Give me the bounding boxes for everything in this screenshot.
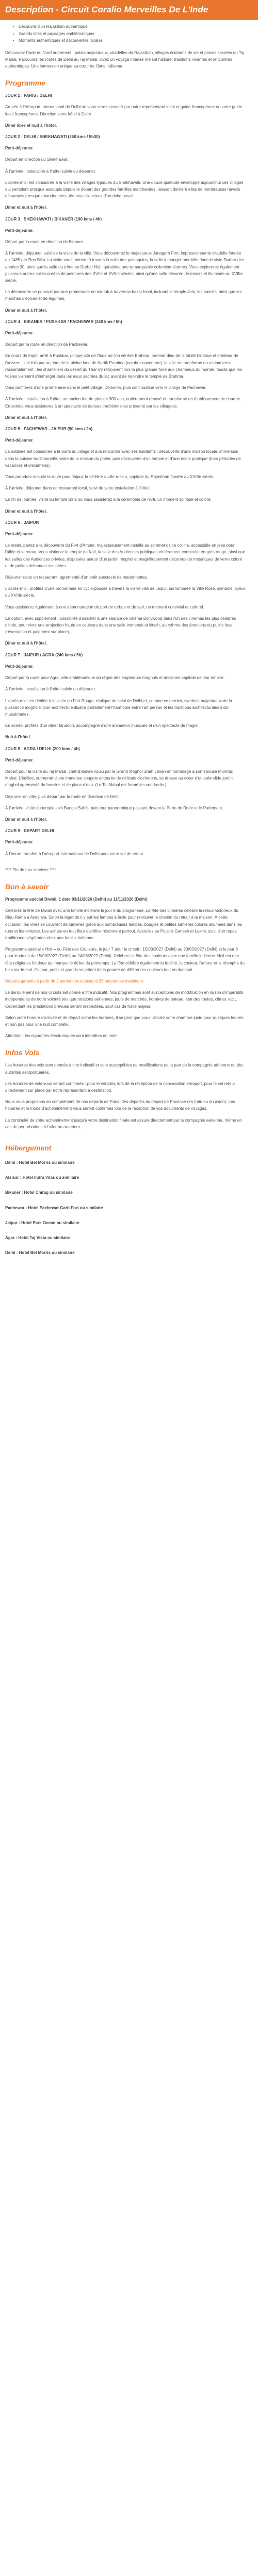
day-paragraph: Déjeuner dans un restaurant, agrémenté d'un petit spectacle de marionnettes. xyxy=(5,575,148,580)
day-paragraph: À l'heure transfert à l'aéroport International de Delhi pour votre vol de retour. xyxy=(5,851,144,856)
day-title: JOUR 7 : JAIPUR / AGRA (240 kms / 5h) xyxy=(5,652,83,657)
day-title: JOUR 4 : BIKANER / PUSHKAR / PACHEWAR (340 kms / 6h) xyxy=(5,319,122,324)
day-paragraph: L'après-midi est dédiée à la visite du Fort Rouge, réplique de celui de Delhi et, comme ce dernier, symbole majestueux de la puissance moghole. Son architecture illustre parfaitement l'harmonie entre l'art persan et les traditions architecturales indo-musulmanes. xyxy=(5,698,232,717)
room-usage-note: Selon votre horaire d'arrivée et de départ selon les horaires, il se peut que vous utilisiez votre chambre juste pour quelques heures et non pas pour une nuit complète. xyxy=(5,1015,244,1027)
flight-info-text: Nous vous proposons en complément de nos départs de Paris, des départ-s au départ de Province (en train ou en avion). Les horaires et le mode d'acheminement vous seront confirmés lors de la réception de vos documents de voyages. xyxy=(5,1099,235,1111)
highlight-item: • Moments authentiques et découvertes locales xyxy=(19,37,246,44)
day-paragraph: Dîner libre et nuit à l'hôtel. xyxy=(5,123,57,128)
page xyxy=(0,0,258,1256)
hotel-item: Alsisar : Hotel Indra Vilas ou similaire xyxy=(5,1175,79,1180)
day-paragraph: Petit-déjeuner. xyxy=(5,330,34,335)
highlight-item: • Grands sites et paysages emblématiques xyxy=(19,30,246,38)
day-paragraph: À l'arrivée, visite du temple sikh Bangla Sahib, puis tour panoramique passant devant la Porte de l'Inde et le Parlement. xyxy=(5,805,223,810)
day-paragraph: Départ par la route en direction de Pachewar. xyxy=(5,342,88,347)
day-paragraph: Vous profiterez d'une promenade dans le petit village. Déjeuner, puis continuation vers le village de Pachewar. xyxy=(5,385,207,391)
day-paragraph: Petit-déjeuner. xyxy=(5,532,34,537)
day-paragraph: Vous assisterez également à une démonstration de port de turban et de sari, un moment convivial et culturel. xyxy=(5,604,204,609)
day-paragraph: Dîner et nuit à l'hôtel. xyxy=(5,308,47,313)
day-paragraph: Vous prendrez ensuite la route pour Jaipur, la célèbre « ville rose », capitale du Rajasthan fondée au XVIIIe siècle. xyxy=(5,474,214,480)
e-cigarette-warning: Attention : les cigarettes électroniques sont interdites en Inde xyxy=(5,1033,117,1039)
day-paragraph: Petit-déjeuner. xyxy=(5,228,34,233)
day-paragraph: Arrivée à l'Aéroport International de Delhi où vous serez accueilli par notre représentant local et guide francophone ou votre guide local francophone. Direction votre hôtel à Delhi. xyxy=(5,105,243,116)
diwali-dates: Programme spécial Diwali, 1 date 03/11/2026 (Delhi) au 11/11/2026 (Delhi) xyxy=(5,896,148,902)
day-paragraph: La matinée est consacrée à la visite du village et à la rencontre avec ses habitants : découverte d'une maison locale, immersion dans la cuisine traditionnelle, visite de la maison du potier, puis découverte d'un temple et d'une école publique (hors périodes de vacances et d'examens). xyxy=(5,449,241,468)
day-title: JOUR 8 : AGRA / DELHI (200 kms / 4h) xyxy=(5,746,80,751)
flight-info-text: Les horaires de vols vous seront confirmés : pour le vol aller, lors de la réception de la convocation aéroport, pour le vol retour directement sur place par notre représentant à destination. xyxy=(5,1081,235,1093)
departures-guaranteed: Départs garantis à partir de 2 personnes et jusqu'à 35 personnes maximum. xyxy=(5,978,144,984)
infos-vols-heading: Infos Vols xyxy=(5,1048,40,1057)
day-title: JOUR 2 : DELHI / SHEKHAWATI (260 kms / 5h30) xyxy=(5,134,100,139)
day-paragraph: L'après-midi est consacrée à la visite des villages typiques du Shekhawati. Une douce quiétude enveloppe aujourd'hui ces villages qui semblent presque assoupis depuis le départ des grandes familles marchandes, laissant derrière elles de nombreuses havelis désormais presque abandonnées, témoins silencieux d'un riche passé. xyxy=(5,180,244,199)
hotel-item: Pachewar : Hotel Pachewar Garh Fort ou similaire xyxy=(5,1205,103,1210)
hebergement-heading: Hébergement xyxy=(5,1144,52,1153)
day-paragraph: Petit-déjeuner. xyxy=(5,757,34,762)
day-paragraph: Dîner et nuit à l'hôtel. xyxy=(5,817,47,822)
day-paragraph: Petit-déjeuner. xyxy=(5,664,34,669)
day-paragraph: Dîner et nuit à l'hôtel. xyxy=(5,509,47,514)
intro-text: Découvrez l'Inde du Nord autrement : palais majestueux, citadelles du Rajasthan, villages éclatants de vie et places sacrées du Taj Mahal. Parcourez les routes de Delhi au Taj Mahal, vivez un voyage intense mêlant histoire, traditions vivantes et rencontres authentiques. Une immersion unique au cœur de l'âme indienne. xyxy=(5,50,244,69)
day-paragraph: Déjeuner en ville, puis départ par la route en direction de Delhi. xyxy=(5,794,121,799)
day-paragraph: En option, avec supplément : possibilité d'assister à une séance de cinéma Bollywood dans l'un des cinémas les plus célèbres d'Inde, pour vivre une projection haute en couleurs dans une salle immense et kitsch, au rythme des émotions du public local (réservation et paiement sur place). xyxy=(5,616,236,635)
day-paragraph: Le matin, partez à la découverte du Fort d'Amber, majestueusement installé au sommet d'une colline, accessible en jeep pour l'allée et le retour. Vous visiterez le temple de Kali, la salle des Audiences publiques entièrement construite en grès rouge, ainsi que les salles des Audiences privées, disposées autour d'un jardin moghol et magnifiquement décorées de mosaïques de verre coloré et de petites richement sculptées. xyxy=(5,543,245,568)
day-paragraph: Départ par la route pour Agra, ville emblématique du règne des empereurs moghols et ancienne capitale de leur empire. xyxy=(5,675,225,681)
day-paragraph: Départ en direction du Shekhawati. xyxy=(5,157,70,162)
day-paragraph: En fin de journée, visite du temple Birla où vous assisterez à la cérémonie de l'Arti, un moment spirituel et coloré. xyxy=(5,497,212,502)
day-paragraph: Départ par la route en direction de Bikaner. xyxy=(5,239,84,244)
hotel-list xyxy=(5,1159,246,1256)
hotel-item: Delhi : Hotel Bel Morris ou similaire xyxy=(5,1250,75,1256)
day-paragraph: À l'arrivée, déjeuner dans un restaurant local, suivi de votre installation à l'hôtel. xyxy=(5,486,151,491)
flight-info-text: Les horaires des vols sont donnés à titre indicatif et sont susceptibles de modifications de la part de la compagnie aérienne ou des autorités aéroportuaires. xyxy=(5,1063,244,1075)
bon-a-savoir-heading: Bon à savoir xyxy=(5,882,49,891)
day-paragraph: La découverte se poursuit par une promenade en tuk-tuk à travers la bazar local, incluant le temple Jain, les havelis, ainsi que les marchés d'épices et de légumes. xyxy=(5,290,242,301)
holi-text: Programme spécial « Holi » ou Fête des Couleurs, le jour 7 pour le circuit : 15/03/2027 (Delhi) au 23/03/2027 (Delhi) et le jour 8 pour le circuit du 15/03/2027 (Delhi) au 24/03/2027 (Delhi). Célébrez la fête des couleurs avec une famille indienne. Holi est une fête religieuse hindoue qui marque le début du printemps. La fête célèbre également la fertilité, la couleur, l'amour et le triomphe du bien sur le mal. Ce jour, petits et grands se jettent de la poudre de différentes couleurs tout en dansant. xyxy=(5,947,245,972)
day-paragraph: Départ pour la visite du Taj Mahal, chef-d'œuvre voulu par le Grand Moghol Shah Jahan en hommage à son épouse Mumtaz Mahal. L'édifice, surmonté d'une immense coupole entourée de délicats clochetons, se dresse au cœur d'un splendide jardin moghol agrémenté de bassins et de plans d'eau. (Le Taj Mahal est fermé les vendredis.) xyxy=(5,769,233,788)
day-paragraph: Dîner et nuit à l'hôtel. xyxy=(5,205,47,210)
diwali-text: Célébrez la fête de Diwali avec une famille indienne le jour 8 du programme. La fête des lumières célèbre la retour victorieux du Dieu Rama à Ayodhya. Selon la légende il y eut les lampes à huile pour retrouver le chemin du retour à la maison. À cette occasion, les villes se couvrent de lumières grâce aux nombreuses lampes, bougies et petites lumières colorés allumées dans les rues et les temples. Les achats en tout fleur d'artifice résonnent partout. Associez au Pujar à Ganesh et Laxmi, suivi d'un repas traditionnel végétarien chez une famille indienne. xyxy=(5,908,242,940)
day-paragraph: À l'arrivée, déjeuner, suivi de la visite de la ville. Vous découvrirez le majestueux Junagarh Fort, impressionnante citadelle fondée en 1485 par Rao Bika. La visite vous mènera à travers la salle des palanquins, la salle à manger meublée dans le style Durbar des années 30, ainsi que la salle du trône en Durbar Hall, qui abrite une remarquable collection d'armes. Vous explorerez également plusieurs autres salles ornées de peintures des XVIIe et XVIIIe siècles, ainsi qu'une salle décorée de miroirs et illuminée au XVIIIe siècle. xyxy=(5,251,244,283)
day-paragraph: À l'arrivée, installation à l'hôtel suivie du déjeuner. xyxy=(5,687,96,692)
hotel-item: Agra : Hotel Taj Vista ou similaire xyxy=(5,1235,71,1241)
day-paragraph: Petit-déjeuner. xyxy=(5,438,34,443)
hotel-item: Jaipur : Hotel Park Ocean ou similaire xyxy=(5,1220,80,1225)
hotel-item: Bikaner : Hotel Chirag ou similaire xyxy=(5,1190,73,1195)
highlights-list xyxy=(5,23,246,44)
day-paragraph: En soirée, profitez d'un dîner tandoori, accompagné d'une animation musicale et d'un spectacle de magie. xyxy=(5,723,199,728)
day-title: JOUR 5 : PACHEWAR - JAIPUR (90 kms / 2h) xyxy=(5,427,93,432)
programme-days xyxy=(5,92,246,857)
highlight-item: • Découvrir d'un Rajasthan authentique xyxy=(19,23,246,30)
programme-heading: Programme xyxy=(5,79,45,88)
programme-disclaimer: Le déroulement de nos circuits est donné à titre indicatif. Nos programmes sont susceptibles de modification en raison d'impératifs indépendants de notre volonté tels que rotations aériennes, jours de marchés, horaires de bateau, état des routes, climat, etc... Cependant les prestations prévues seront respectées, sauf cas de force majeur. xyxy=(5,990,244,1009)
day-title: JOUR 1 : PARIS / DELHI xyxy=(5,93,52,98)
day-paragraph: En cours de trajet, arrêt à Pushkar, unique cité de l'Inde où l'on vénère Brahma, premier dieu de la trinité hindoue et créateur de l'univers. Une fois par an, lors de la pleine lune de Kartik Purnima (octobre-novembre), la ville se transforme en un immense rassemblement : les chameliers du désert du Thar s'y retrouvent lors la plus grande foire aux chameaux du monde, tandis que les fidèles viennent s'immerger dans les eaux sacrées du lac avant de rejoindre le temple de Brahma. xyxy=(5,353,242,379)
day-paragraph: À l'arrivée, installation à l'hôtel suivie du déjeuner. xyxy=(5,168,96,174)
day-paragraph: Petit-déjeuner. xyxy=(5,146,34,151)
page-title: Description - Circuit Coralio Merveilles De L'Inde xyxy=(0,0,258,20)
hotel-item: Delhi : Hotel Bel Morris ou similaire xyxy=(5,1160,75,1165)
day-paragraph: Dîner et nuit à l'hôtel. xyxy=(5,415,47,420)
flight-info-text: La continuité de votre acheminement jusqu'à votre destination finale est assuré directement par la compagnie aérienne, même en cas de perturbations à l'aller ou au retour. xyxy=(5,1117,242,1129)
content xyxy=(0,23,258,1256)
day-title: JOUR 3 : SHEKHAWATI / BIKANER (190 kms / 4h) xyxy=(5,216,102,222)
day-paragraph: L'après-midi, profitez d'une promenade en cyclo-pousse à travers la vieille ville de Jaipur, surnommée la Ville Rose, symbole joyeux du XVIIIe siècle. xyxy=(5,586,246,598)
day-paragraph: À l'arrivée, installation à l'hôtel, un ancien fort de plus de 300 ans, entièrement rénové et transformé en établissement de charme. En soirée, vous assisterez à un spectacle de danses traditionnelles présenté par les villageois. xyxy=(5,397,241,409)
day-paragraph: Petit-déjeuner. xyxy=(5,840,34,845)
day-title: JOUR 9 : DEPART DELHI xyxy=(5,828,54,834)
end-of-services: **** Fin de nos services **** xyxy=(5,867,56,872)
day-paragraph: Nuit à l'hôtel. xyxy=(5,735,31,740)
day-paragraph: Dîner et nuit à l'hôtel. xyxy=(5,641,47,646)
day-title: JOUR 6 : JAIPUR xyxy=(5,520,39,525)
